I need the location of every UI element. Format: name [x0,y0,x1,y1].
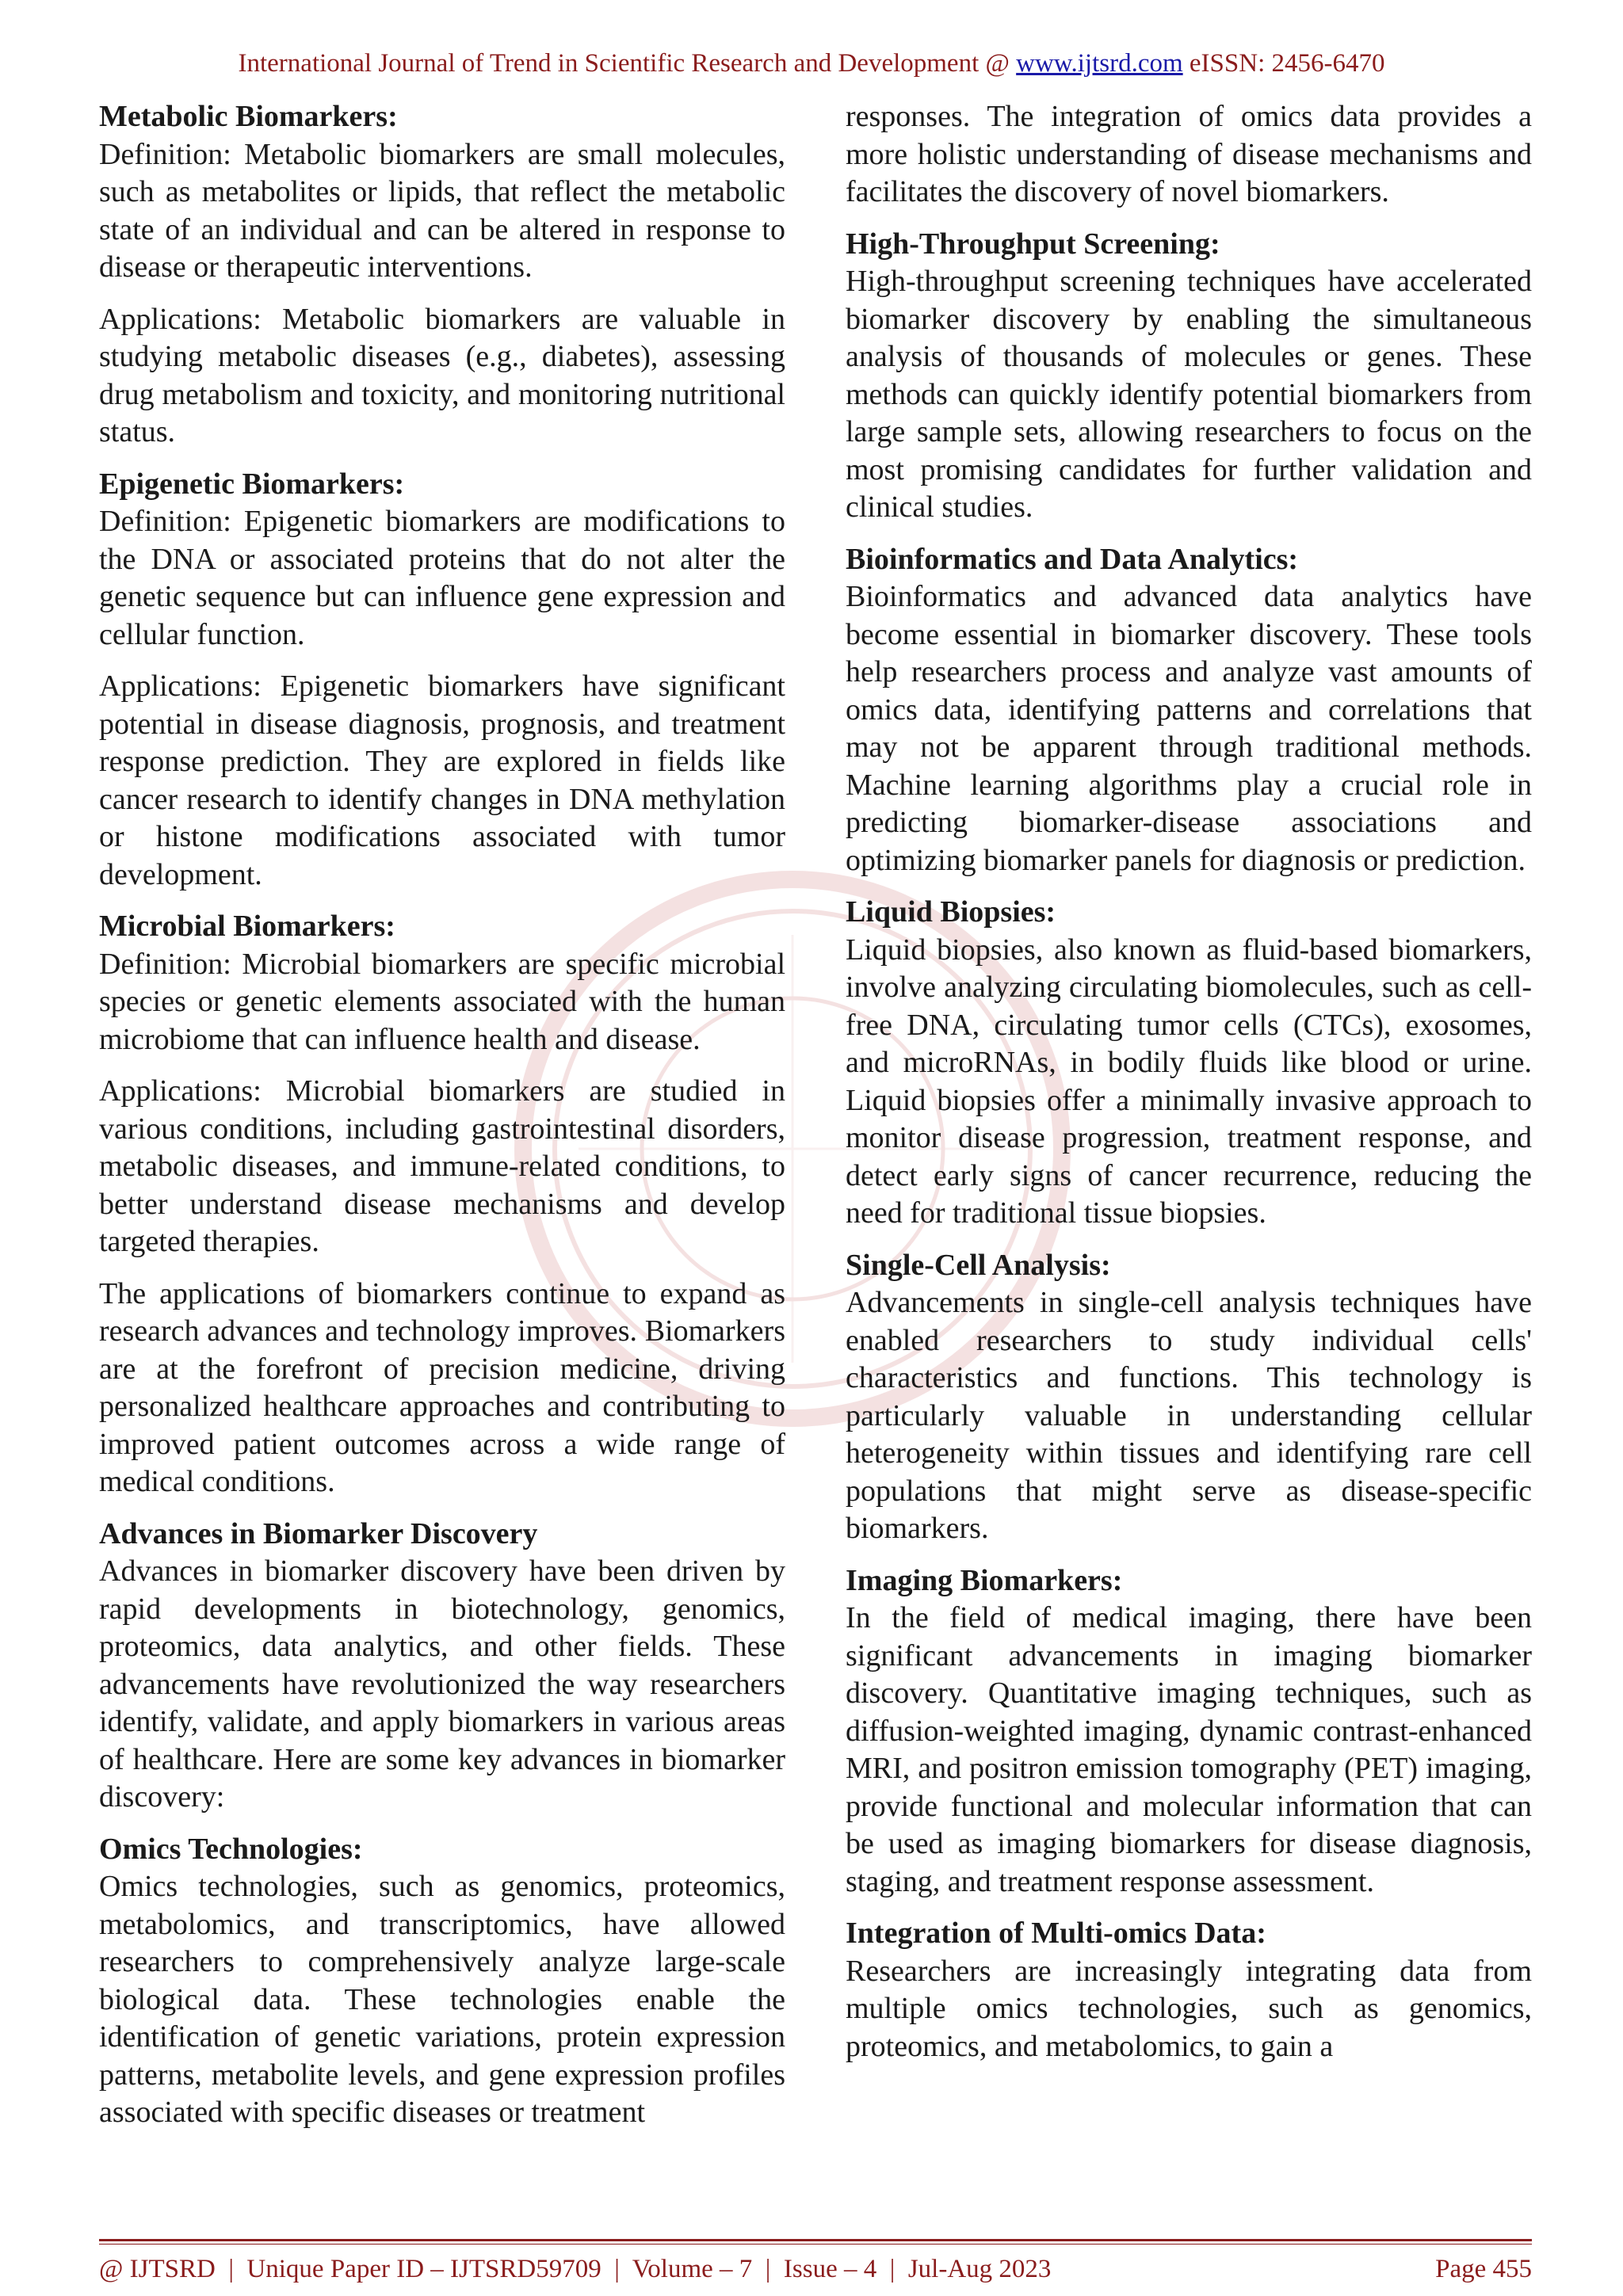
right-column [846,98,1532,2080]
running-header [0,48,1623,79]
paragraph: Definition: Epigenetic biomarkers are modifications to the DNA or associated proteins that do not alter the genetic sequence but can influence gene expression and cellular function. [99,505,785,651]
journal-name: International Journal of Trend in Scientific Research and Development @ [238,49,1017,78]
journal-url-link[interactable]: www.ijtsrd.com [1016,49,1183,78]
paragraph: Applications: Metabolic biomarkers are valuable in studying metabolic diseases (e.g., diabetes), assessing drug metabolism and toxicity, and monitoring nutritional status. [99,302,785,448]
paragraph: The applications of biomarkers continue to expand as research advances and technology improves. Biomarkers are at the forefront of precision medicine, driving personalized healthcare approaches and contributing to improved patient outcomes across a wide range of medical conditions. [99,1276,785,1498]
left-column [99,98,785,2146]
section [99,1276,785,1501]
paragraph: Advancements in single-cell analysis techniques have enabled researchers to study individual cells' characteristics and functions. This technology is particularly valuable in understanding cellular heterogeneity within tissues and identifying rare cell populations that might serve as disease-specific biomarkers. [846,1286,1532,1545]
journal-issn: eISSN: 2456-6470 [1182,49,1385,78]
footer-rule-thin [99,2244,1532,2245]
section-heading: High-Throughput Screening: [846,227,1220,261]
paragraph: In the field of medical imaging, there have been significant advancements in imaging biomarker discovery. Quantitative imaging techniques, such as diffusion-weighted imaging, dynamic contrast-enhanced MRI, and positron emission tomography (PET) imaging, provide functional and molecular information that can be used as imaging biomarkers for disease diagnosis, staging, and treatment response assessment. [846,1601,1532,1898]
section [846,894,1532,1233]
footer-rule [99,2239,1532,2241]
section [99,1516,785,1817]
page-number: Page 455 [1435,2255,1532,2283]
paragraph: responses. The integration of omics data provides a more holistic understanding of disease mechanisms and facilitates the discovery of novel biomarkers. [846,100,1532,208]
paragraph: Liquid biopsies, also known as fluid-based biomarkers, involve analyzing circulating biomolecules, such as cell-free DNA, circulating tumor cells (CTCs), exosomes, and microRNAs, in bodily fluids like blood or urine. Liquid biopsies offer a minimally invasive approach to monitor disease progression, treatment response, and detect early signs of cancer recurrence, reducing the need for traditional tissue biopsies. [846,933,1532,1230]
section [846,1562,1532,1901]
section-heading: Single-Cell Analysis: [846,1248,1111,1282]
section [846,1915,1532,2065]
footer [99,2252,1532,2286]
section [99,98,785,452]
paragraph: Bioinformatics and advanced data analytics have become essential in biomarker discovery. These tools help researchers process and analyze vast amounts of omics data, identifying patterns and correlations that may not be apparent through traditional methods. Machine learning algorithms play a crucial role in predicting biomarker-disease associations and optimizing biomarker panels for diagnosis or prediction. [846,580,1532,877]
paragraph: Researchers are increasingly integrating data from multiple omics technologies, such as genomics, proteomics, and metabolomics, to gain a [846,1954,1532,2063]
section [846,541,1532,880]
section [99,466,785,894]
paragraph: Applications: Microbial biomarkers are studied in various conditions, including gastrointestinal disorders, metabolic diseases, and immune-related conditions, to better understand disease mechanisms and develop targeted therapies. [99,1074,785,1258]
section-heading: Microbial Biomarkers: [99,910,395,943]
section [846,98,1532,212]
section-heading: Metabolic Biomarkers: [99,100,398,133]
footer-citation: @ IJTSRD | Unique Paper ID – IJTSRD59709 | Volume – 7 | Issue – 4 | Jul-Aug 2023 [99,2255,1052,2283]
section-heading: Liquid Biopsies: [846,895,1056,929]
paragraph: Definition: Microbial biomarkers are specific microbial species or genetic elements associated with the human microbiome that can influence health and disease. [99,947,785,1056]
section-heading: Omics Technologies: [99,1832,363,1866]
section-heading: Bioinformatics and Data Analytics: [846,542,1299,576]
section-heading: Imaging Biomarkers: [846,1563,1123,1597]
section [846,226,1532,527]
section [99,908,785,1261]
section [846,1247,1532,1548]
section-heading: Advances in Biomarker Discovery [99,1516,538,1550]
paragraph: High-throughput screening techniques have accelerated biomarker discovery by enabling the simultaneous analysis of thousands of molecules or genes. These methods can quickly identify potential biomarkers from large sample sets, allowing researchers to focus on the most promising candidates for further validation and clinical studies. [846,265,1532,524]
paragraph: Definition: Metabolic biomarkers are small molecules, such as metabolites or lipids, that reflect the metabolic state of an individual and can be altered in response to disease or therapeutic interventions. [99,137,785,284]
paragraph: Omics technologies, such as genomics, proteomics, metabolomics, and transcriptomics, have allowed researchers to comprehensively analyze large-scale biological data. These technologies enable the identification of genetic variations, protein expression patterns, metabolite levels, and gene expression profiles associated with specific diseases or treatment [99,1870,785,2129]
paragraph: Advances in biomarker discovery have been driven by rapid developments in biotechnology, genomics, proteomics, data analytics, and other fields. These advancements have revolutionized the way researchers identify, validate, and apply biomarkers in various areas of healthcare. Here are some key advances in biomarker discovery: [99,1554,785,1814]
section-heading: Epigenetic Biomarkers: [99,467,405,501]
section [99,1831,785,2132]
paragraph: Applications: Epigenetic biomarkers have significant potential in disease diagnosis, prognosis, and treatment response prediction. They are explored in fields like cancer research to identify changes in DNA methylation or histone modifications associated with tumor development. [99,669,785,891]
section-heading: Integration of Multi-omics Data: [846,1917,1266,1950]
